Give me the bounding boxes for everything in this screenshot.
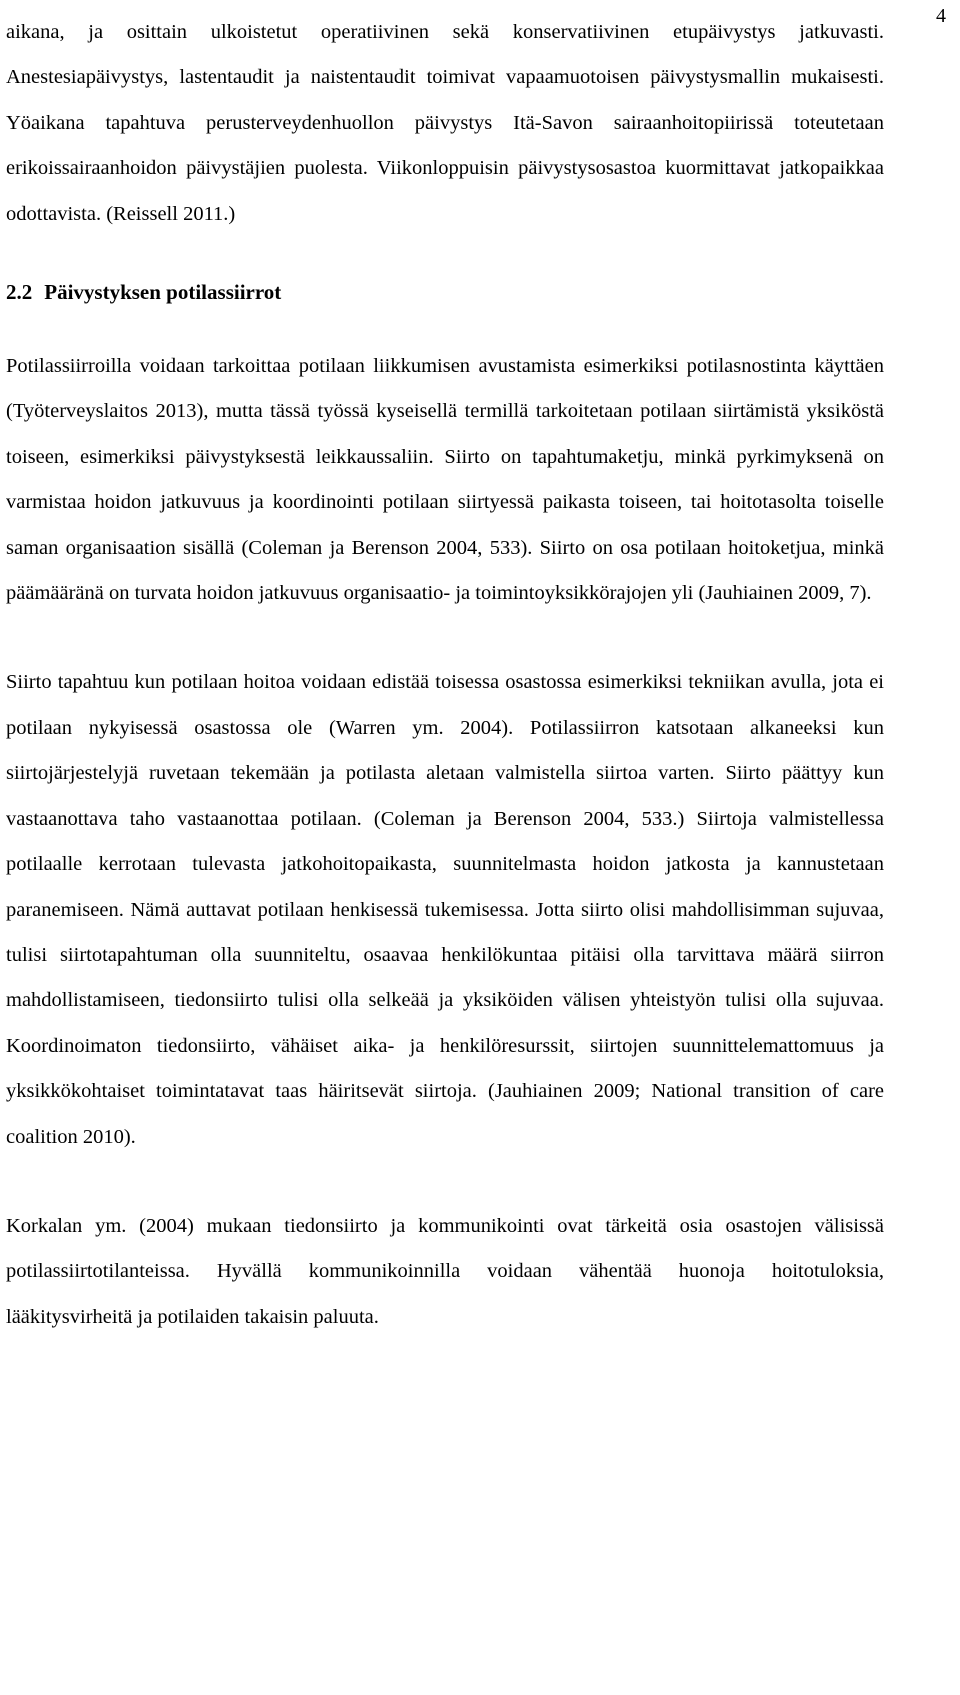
section-number: 2.2 xyxy=(6,280,33,305)
section-heading xyxy=(6,272,884,312)
document-body xyxy=(6,10,884,1340)
paragraph-communication: Korkalan ym. (2004) mukaan tiedonsiirto ja kommunikointi ovat tärkeitä osia osastojen välisissä potilassiirtotilanteissa. Hyvällä kommunikoinnilla voidaan vähentää huonoja hoitotuloksia, lääkitysvirheitä ja potilaiden takaisin paluuta. xyxy=(6,1214,884,1328)
page-number: 4 xyxy=(936,5,946,27)
paragraph-transfers-definition: Potilassiirroilla voidaan tarkoittaa potilaan liikkumisen avustamista esimerkiksi potilasnostinta käyttäen (Työterveyslaitos 2013), mutta tässä työssä kyseisellä termillä tarkoitetaan potilaan siirtämistä yksiköstä toiseen, esimerkiksi päivystyksestä leikkaussaliin. Siirto on tapahtumaketju, minkä pyrkimyksenä on varmistaa hoidon jatkuvuus ja koordinointi potilaan siirtyessä paikasta toiseen, tai hoitotasolta toiselle saman organisaation sisällä (Coleman ja Berenson 2004, 533). Siirto on osa potilaan hoitoketjua, minkä päämääränä on turvata hoidon jatkuvuus organisaatio- ja toimintoyksikkörajojen yli (Jauhiainen 2009, 7). xyxy=(6,355,884,605)
paragraph-intro: aikana, ja osittain ulkoistetut operatiivinen sekä konservatiivinen etupäivystys jatkuvasti. Anestesiapäivystys, lastentaudit ja naistentaudit toimivat vapaamuotoisen päivystysmallin mukaisesti. Yöaikana tapahtuva perusterveydenhuollon päivystys Itä-Savon sairaanhoitopiirissä toteutetaan erikoissairaanhoidon päivystäjien puolesta. Viikonloppuisin päivystysosastoa kuormittavat jatkopaikkaa odottavista. (Reissell 2011.) xyxy=(6,21,884,225)
paragraph-transfer-process: Siirto tapahtuu kun potilaan hoitoa voidaan edistää toisessa osastossa esimerkiksi tekniikan avulla, jota ei potilaan nykyisessä osastossa ole (Warren ym. 2004). Potilassiirron katsotaan alkaneeksi kun siirtojärjestelyjä ruvetaan tekemään ja potilasta aletaan valmistella siirtoa varten. Siirto päättyy kun vastaanottava taho vastaanottaa potilaan. (Coleman ja Berenson 2004, 533.) Siirtoja valmistellessa potilaalle kerrotaan tulevasta jatkohoitopaikasta, suunnitelmasta hoidon jatkosta ja kannustetaan paranemiseen. Nämä auttavat potilaan henkisessä tukemisessa. Jotta siirto olisi mahdollisimman sujuvaa, tulisi siirtotapahtuman olla suunniteltu, osaavaa henkilökuntaa pitäisi olla tarvittava määrä siirron mahdollistamiseen, tiedonsiirto tulisi olla selkeää ja yksiköiden välisen yhteistyön tulisi olla sujuvaa. Koordinoimaton tiedonsiirto, vähäiset aika- ja henkilöresurssit, siirtojen suunnittelemattomuus ja yksikkökohtaiset toimintatavat taas häiritsevät siirtoja. (Jauhiainen 2009; National transition of care coalition 2010). xyxy=(6,671,884,1148)
section-title: Päivystyksen potilassiirrot xyxy=(44,280,282,305)
